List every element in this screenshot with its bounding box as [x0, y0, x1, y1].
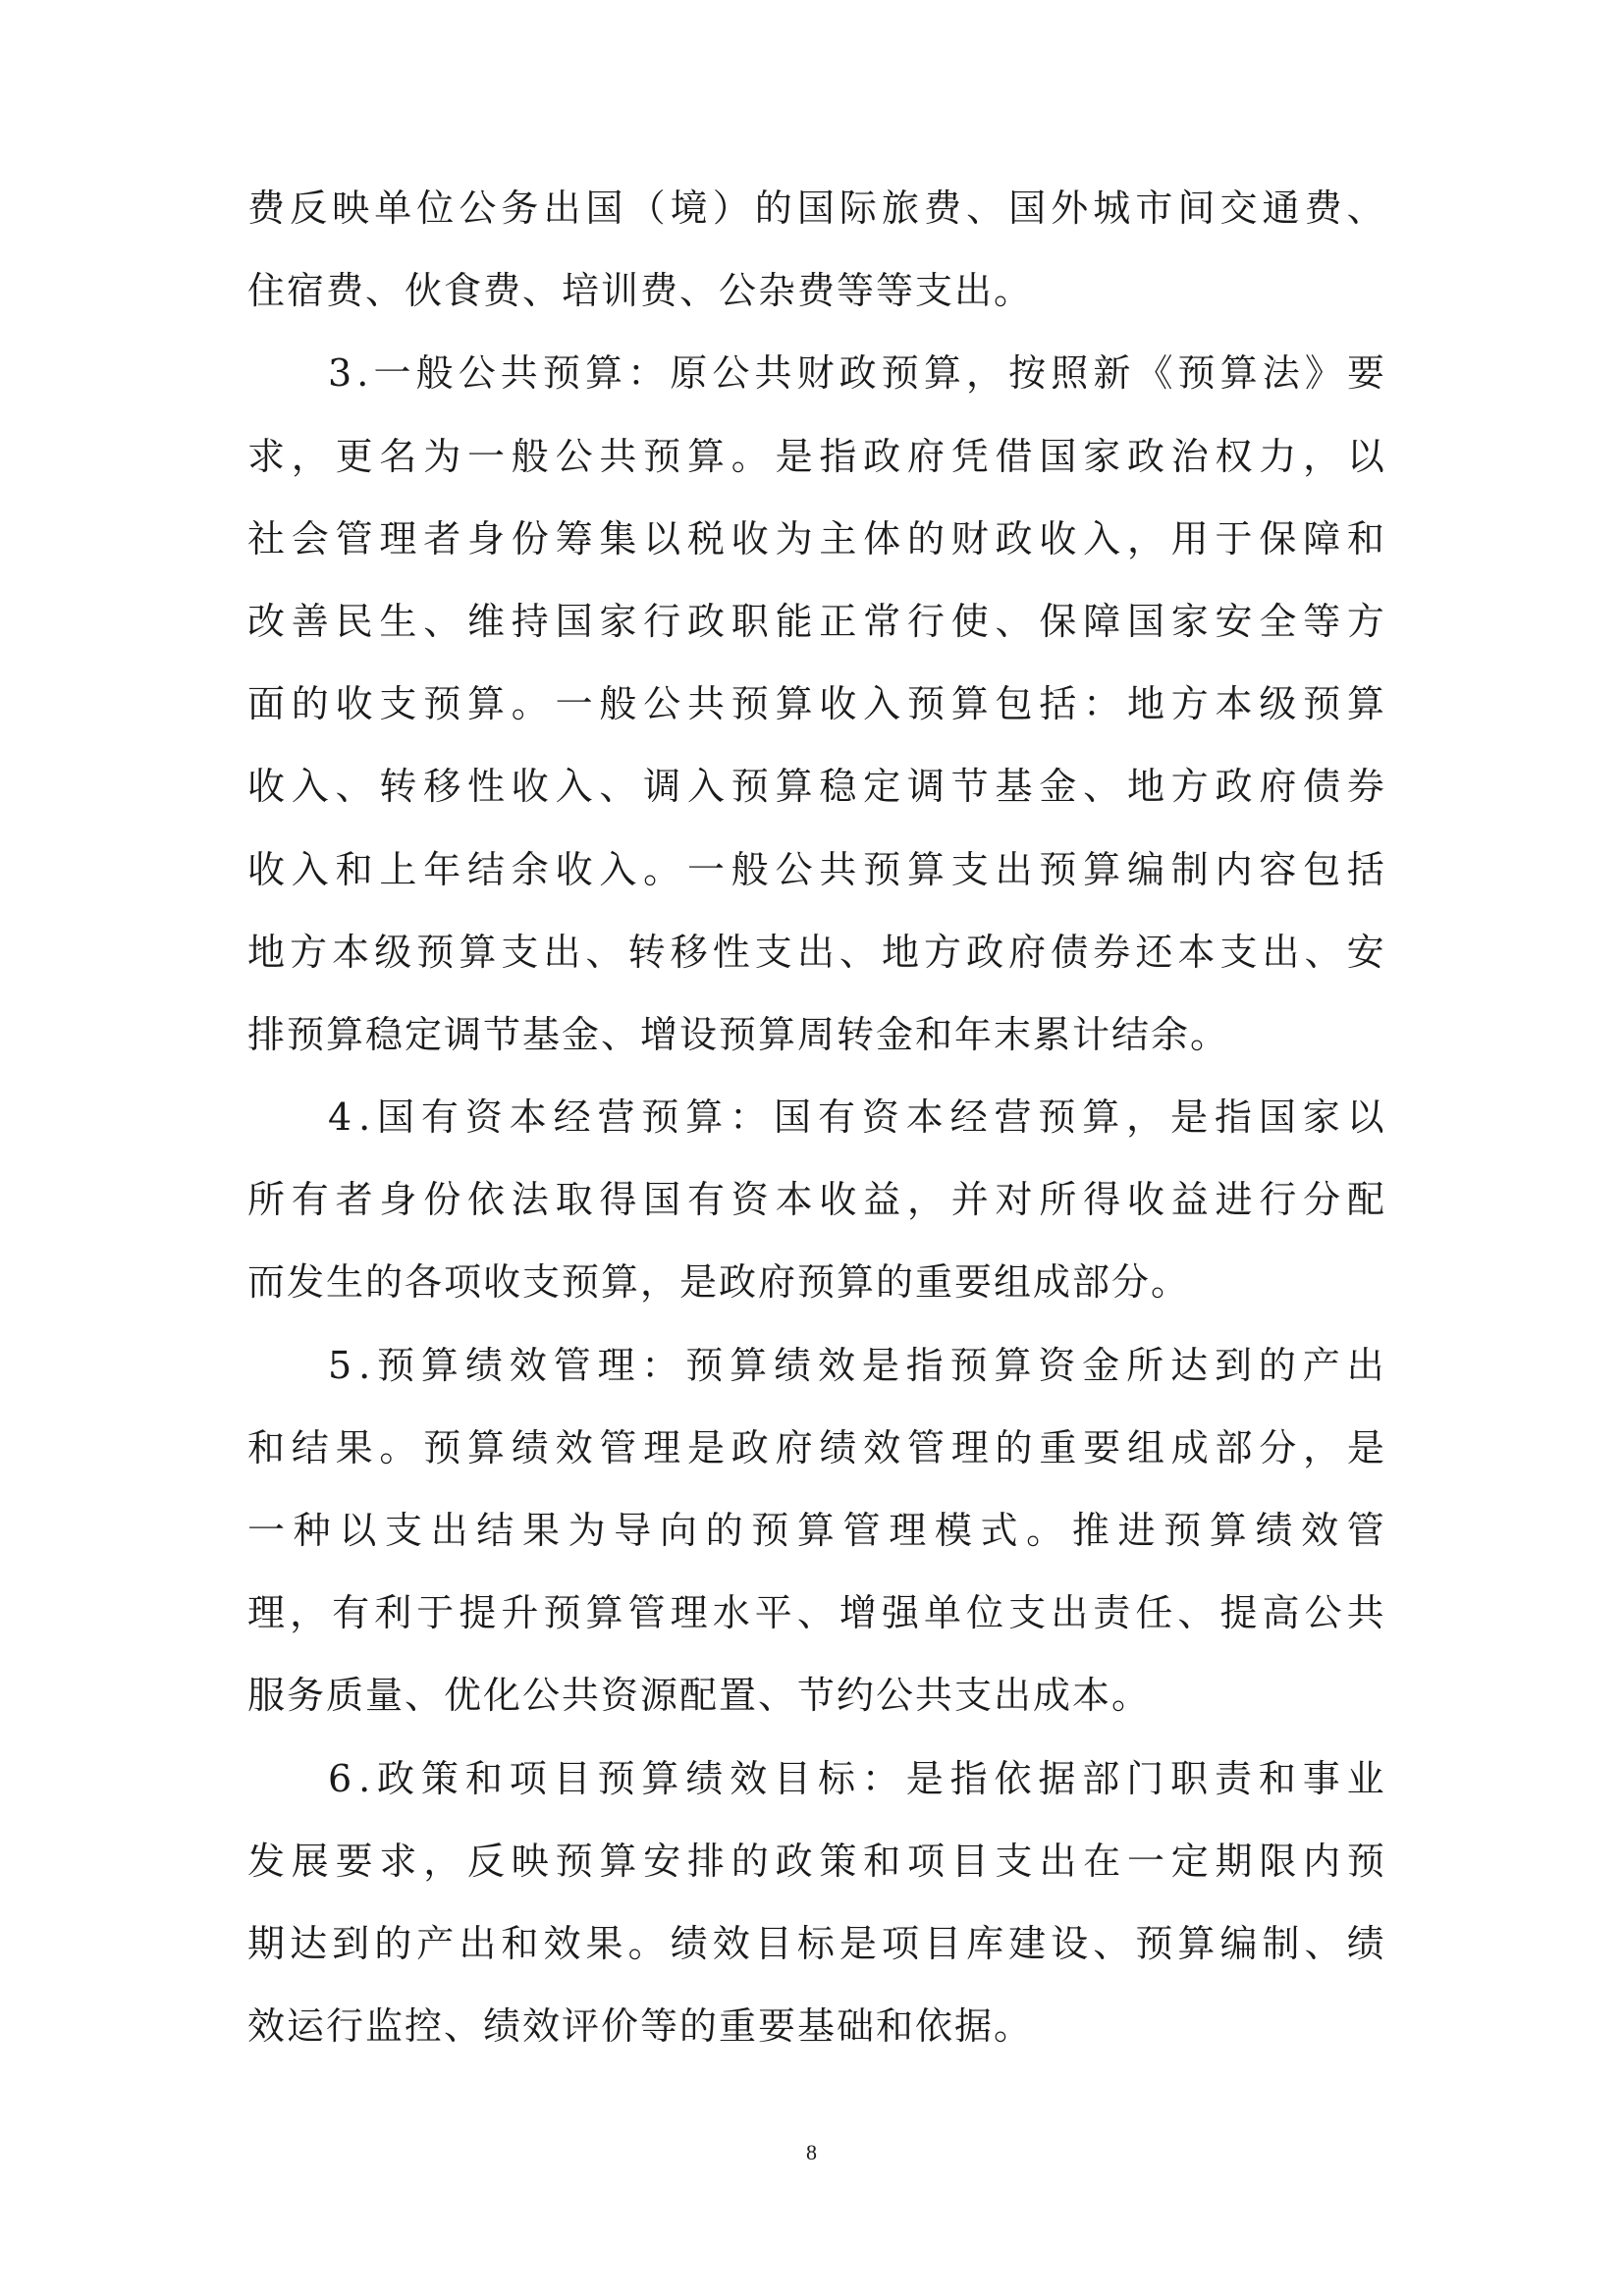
- text-line: 收 入 和 上 年 结 余 收 入 。 一 般 公 共 预 算 支 出 预 算 编 制 内 容 包 括: [247, 847, 1386, 891]
- text-line: 住宿费、伙食费、培训费、公杂费等等支出。: [247, 269, 1034, 313]
- paragraph-4-heading-line: 4 . 国 有 资 本 经 营 预 算 ： 国 有 资 本 经 营 预 算 ， 是 指 国 家 以: [328, 1095, 1386, 1140]
- document-body: [247, 167, 1386, 2067]
- paragraph-3-heading-line: 3 . 一 般 公 共 预 算 ： 原 公 共 财 政 预 算 ， 按 照 新 《 预 算 法 》 要: [328, 351, 1386, 396]
- text-line: 求 ， 更 名 为 一 般 公 共 预 算 。 是 指 政 府 凭 借 国 家 政 治 权 力 ， 以: [247, 434, 1386, 478]
- paragraph-6-heading-line: 6 . 政 策 和 项 目 预 算 绩 效 目 标 ： 是 指 依 据 部 门 职 责 和 事 业: [328, 1756, 1386, 1800]
- text-line: 地 方 本 级 预 算 支 出 、 转 移 性 支 出 、 地 方 政 府 债 券 还 本 支 出 、 安: [247, 930, 1386, 974]
- text-line: 排预算稳定调节基金、增设预算周转金和年末累计结余。: [247, 1012, 1230, 1056]
- text-line: 改 善 民 生 、 维 持 国 家 行 政 职 能 正 常 行 使 、 保 障 国 家 安 全 等 方: [247, 599, 1386, 643]
- text-line: 效运行监控、绩效评价等的重要基础和依据。: [247, 2004, 1034, 2049]
- text-line: 所 有 者 身 份 依 法 取 得 国 有 资 本 收 益 ， 并 对 所 得 收 益 进 行 分 配: [247, 1178, 1386, 1222]
- text-line: 一 种 以 支 出 结 果 为 导 向 的 预 算 管 理 模 式 。 推 进 预 算 绩 效 管: [247, 1509, 1386, 1552]
- text-line: 费 反 映 单 位 公 务 出 国 （ 境 ） 的 国 际 旅 费 、 国 外 城 市 间 交 通 费 、: [247, 187, 1386, 230]
- text-line: 和 结 果 。 预 算 绩 效 管 理 是 政 府 绩 效 管 理 的 重 要 组 成 部 分 ， 是: [247, 1425, 1386, 1469]
- text-line: 发 展 要 求 ， 反 映 预 算 安 排 的 政 策 和 项 目 支 出 在 一 定 期 限 内 预: [247, 1839, 1386, 1883]
- text-line: 期 达 到 的 产 出 和 效 果 。 绩 效 目 标 是 项 目 库 建 设 、 预 算 编 制 、 绩: [247, 1921, 1386, 1965]
- text-line: 社 会 管 理 者 身 份 筹 集 以 税 收 为 主 体 的 财 政 收 入 ， 用 于 保 障 和: [247, 516, 1386, 561]
- page-number: 8: [806, 2140, 817, 2164]
- paragraph-5-heading-line: 5 . 预 算 绩 效 管 理 ： 预 算 绩 效 是 指 预 算 资 金 所 达 到 的 产 出: [328, 1343, 1386, 1387]
- text-line: 面 的 收 支 预 算 。 一 般 公 共 预 算 收 入 预 算 包 括 ： 地 方 本 级 预 算: [247, 682, 1386, 726]
- text-line: 而发生的各项收支预算，是政府预算的重要组成部分。: [247, 1260, 1191, 1305]
- text-line: 理 ， 有 利 于 提 升 预 算 管 理 水 平 、 增 强 单 位 支 出 责 任 、 提 高 公 共: [247, 1591, 1386, 1635]
- text-line: 收 入 、 转 移 性 收 入 、 调 入 预 算 稳 定 调 节 基 金 、 地 方 政 府 债 券: [247, 765, 1386, 809]
- text-line: 服务质量、优化公共资源配置、节约公共支出成本。: [247, 1674, 1152, 1718]
